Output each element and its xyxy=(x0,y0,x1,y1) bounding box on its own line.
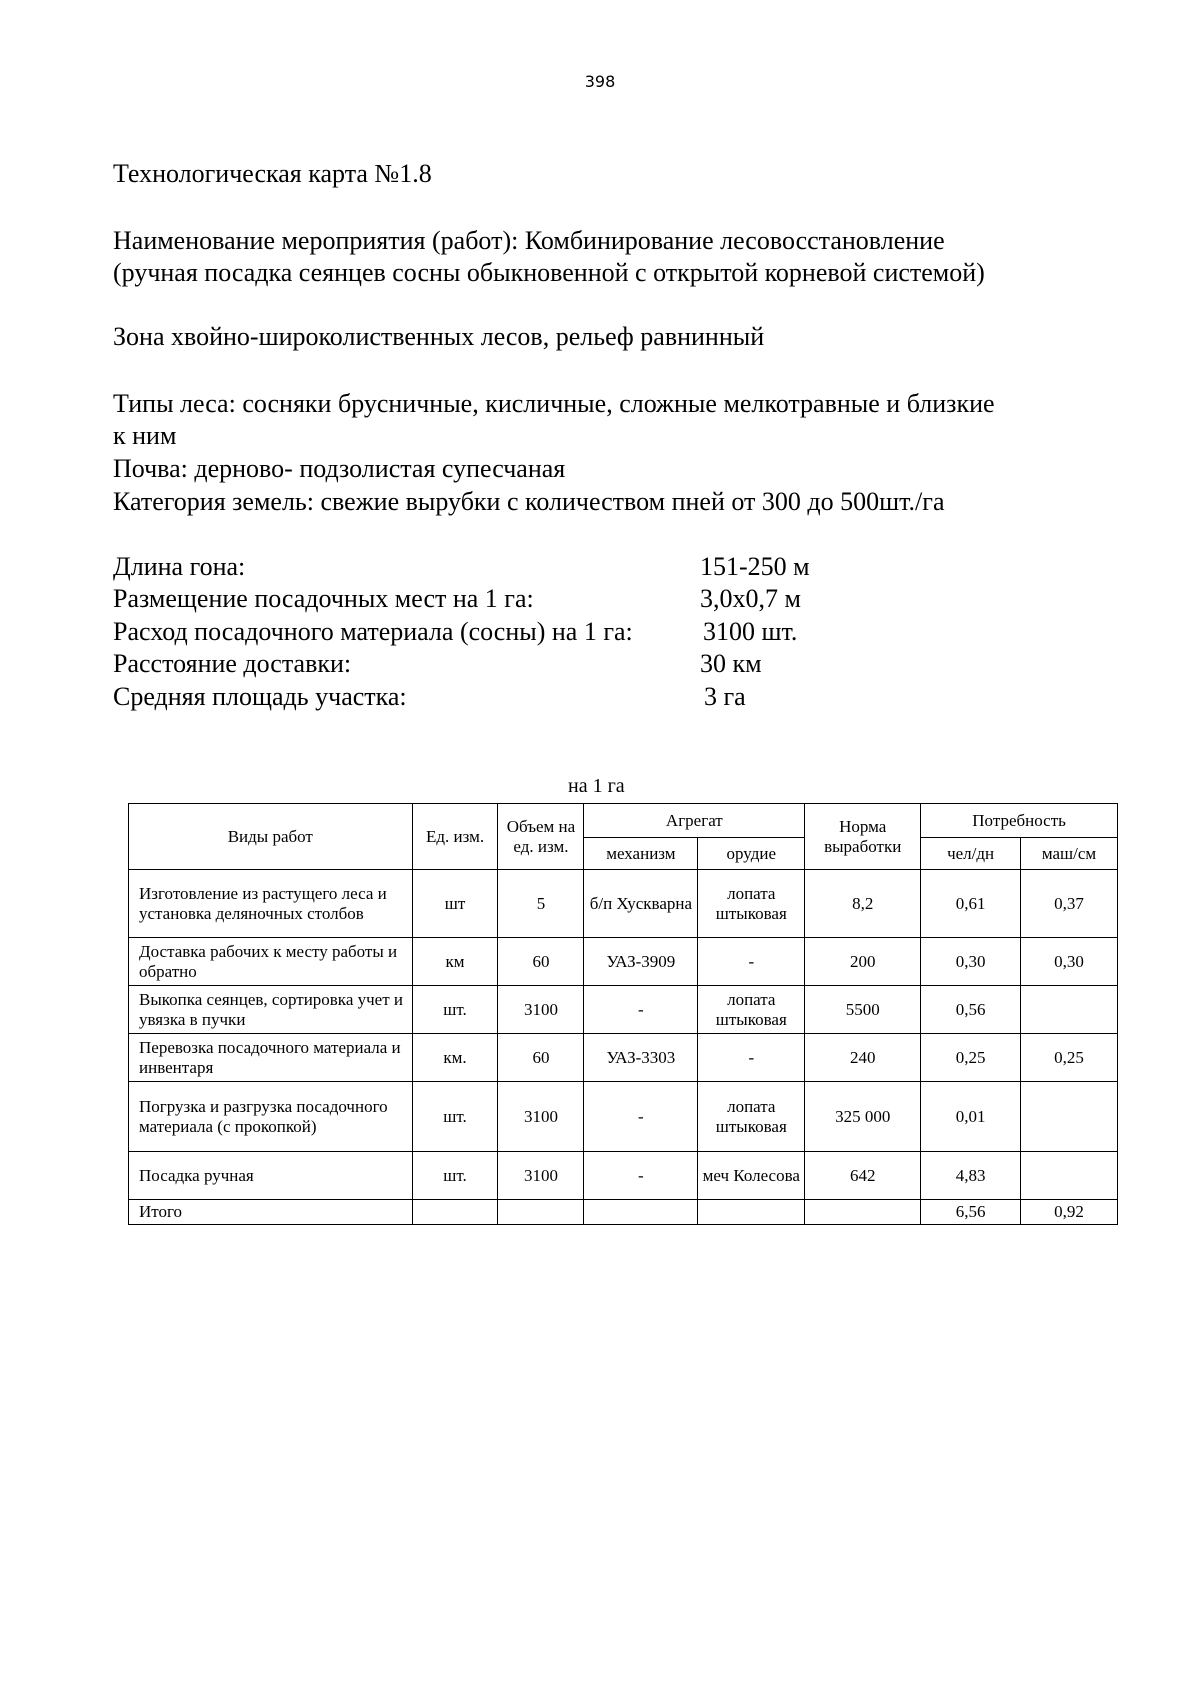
table-row xyxy=(129,870,1118,938)
cell-work: Доставка рабочих к месту работы и обратно xyxy=(129,938,413,986)
cell-tool: лопата штыковая xyxy=(698,1082,805,1152)
cell-mechanism: - xyxy=(584,986,698,1034)
param-value: 30 км xyxy=(700,649,762,678)
cell-total-label: Итого xyxy=(129,1200,413,1225)
header-tool: орудие xyxy=(698,838,805,870)
cell-man-days: 0,61 xyxy=(921,870,1021,938)
cell-unit: км xyxy=(412,938,498,986)
cell-tool: лопата штыковая xyxy=(698,986,805,1034)
cell-machine-shifts: 0,30 xyxy=(1021,938,1118,986)
cell-empty xyxy=(412,1200,498,1225)
cell-man-days: 4,83 xyxy=(921,1152,1021,1200)
header-man-days: чел/дн xyxy=(921,838,1021,870)
cell-work: Изготовление из растущего леса и установка деляночных столбов xyxy=(129,870,413,938)
zone-line: Зона хвойно-широколиственных лесов, рельеф равнинный xyxy=(113,322,765,351)
param-label: Средняя площадь участка: xyxy=(113,682,407,711)
param-value: 151-250 м xyxy=(700,552,810,581)
cell-machine-shifts xyxy=(1021,1082,1118,1152)
param-value: 3100 шт. xyxy=(703,617,798,646)
table-total-row xyxy=(129,1200,1118,1225)
forest-types-line-2: к ним xyxy=(113,421,177,450)
cell-total-machine-shifts: 0,92 xyxy=(1021,1200,1118,1225)
cell-tool: - xyxy=(698,938,805,986)
cell-mechanism: б/п Хускварна xyxy=(584,870,698,938)
cell-volume: 3100 xyxy=(498,1152,584,1200)
cell-work: Выкопка сеянцев, сортировка учет и увязка в пучки xyxy=(129,986,413,1034)
cell-norm: 200 xyxy=(805,938,921,986)
soil-line: Почва: дерново- подзолистая супесчаная xyxy=(113,454,566,483)
param-value: 3,0х0,7 м xyxy=(700,584,801,613)
table-row xyxy=(129,1082,1118,1152)
cell-volume: 3100 xyxy=(498,986,584,1034)
cell-volume: 3100 xyxy=(498,1082,584,1152)
cell-unit: шт xyxy=(412,870,498,938)
cell-total-man-days: 6,56 xyxy=(921,1200,1021,1225)
cell-empty xyxy=(698,1200,805,1225)
header-need: Потребность xyxy=(921,804,1118,838)
param-label: Размещение посадочных мест на 1 га: xyxy=(113,584,534,613)
cell-unit: км. xyxy=(412,1034,498,1082)
header-norm: Норма выработки xyxy=(805,804,921,870)
cell-empty xyxy=(498,1200,584,1225)
forest-types-line-1: Типы леса: сосняки брусничные, кисличные, сложные мелкотравные и близкие xyxy=(113,389,995,418)
cell-work: Погрузка и разгрузка посадочного материала (с прокопкой) xyxy=(129,1082,413,1152)
page-number: 398 xyxy=(584,72,616,91)
cell-norm: 325 000 xyxy=(805,1082,921,1152)
cell-machine-shifts: 0,25 xyxy=(1021,1034,1118,1082)
cell-volume: 5 xyxy=(498,870,584,938)
header-unit: Ед. изм. xyxy=(412,804,498,870)
cell-mechanism: УАЗ-3303 xyxy=(584,1034,698,1082)
cell-machine-shifts xyxy=(1021,1152,1118,1200)
cell-unit: шт. xyxy=(412,1152,498,1200)
cell-empty xyxy=(584,1200,698,1225)
cell-machine-shifts xyxy=(1021,986,1118,1034)
table-row xyxy=(129,1034,1118,1082)
header-machine-shifts: маш/см xyxy=(1021,838,1118,870)
cell-norm: 240 xyxy=(805,1034,921,1082)
cell-man-days: 0,25 xyxy=(921,1034,1021,1082)
table-row xyxy=(129,986,1118,1034)
cell-work: Перевозка посадочного материала и инвентаря xyxy=(129,1034,413,1082)
document-title: Технологическая карта №1.8 xyxy=(113,159,432,188)
cell-man-days: 0,56 xyxy=(921,986,1021,1034)
cell-machine-shifts: 0,37 xyxy=(1021,870,1118,938)
param-label: Длина гона: xyxy=(113,552,246,581)
cell-unit: шт. xyxy=(412,1082,498,1152)
cell-tool: меч Колесова xyxy=(698,1152,805,1200)
cell-tool: - xyxy=(698,1034,805,1082)
param-label: Расстояние доставки: xyxy=(113,649,352,678)
header-work-type: Виды работ xyxy=(129,804,413,870)
cell-man-days: 0,30 xyxy=(921,938,1021,986)
cell-norm: 642 xyxy=(805,1152,921,1200)
table-row xyxy=(129,1152,1118,1200)
cell-tool: лопата штыковая xyxy=(698,870,805,938)
table-row xyxy=(129,938,1118,986)
activity-line-1: Наименование мероприятия (работ): Комбинирование лесовосстановление xyxy=(113,226,945,255)
land-category-line: Категория земель: свежие вырубки с количеством пней от 300 до 500шт./га xyxy=(113,487,945,516)
table-caption: на 1 га xyxy=(568,775,625,797)
cell-mechanism: - xyxy=(584,1152,698,1200)
cell-mechanism: УАЗ-3909 xyxy=(584,938,698,986)
cell-unit: шт. xyxy=(412,986,498,1034)
header-volume: Объем на ед. изм. xyxy=(498,804,584,870)
cell-empty xyxy=(805,1200,921,1225)
cell-volume: 60 xyxy=(498,938,584,986)
cell-work: Посадка ручная xyxy=(129,1152,413,1200)
activity-line-2: (ручная посадка сеянцев сосны обыкновенной с открытой корневой системой) xyxy=(113,258,985,287)
header-mechanism: механизм xyxy=(584,838,698,870)
cell-volume: 60 xyxy=(498,1034,584,1082)
param-value: 3 га xyxy=(704,682,746,711)
cell-norm: 8,2 xyxy=(805,870,921,938)
header-aggregate: Агрегат xyxy=(584,804,805,838)
cell-norm: 5500 xyxy=(805,986,921,1034)
param-label: Расход посадочного материала (сосны) на 1 га: xyxy=(113,617,633,646)
works-table xyxy=(128,803,1118,1225)
cell-mechanism: - xyxy=(584,1082,698,1152)
cell-man-days: 0,01 xyxy=(921,1082,1021,1152)
